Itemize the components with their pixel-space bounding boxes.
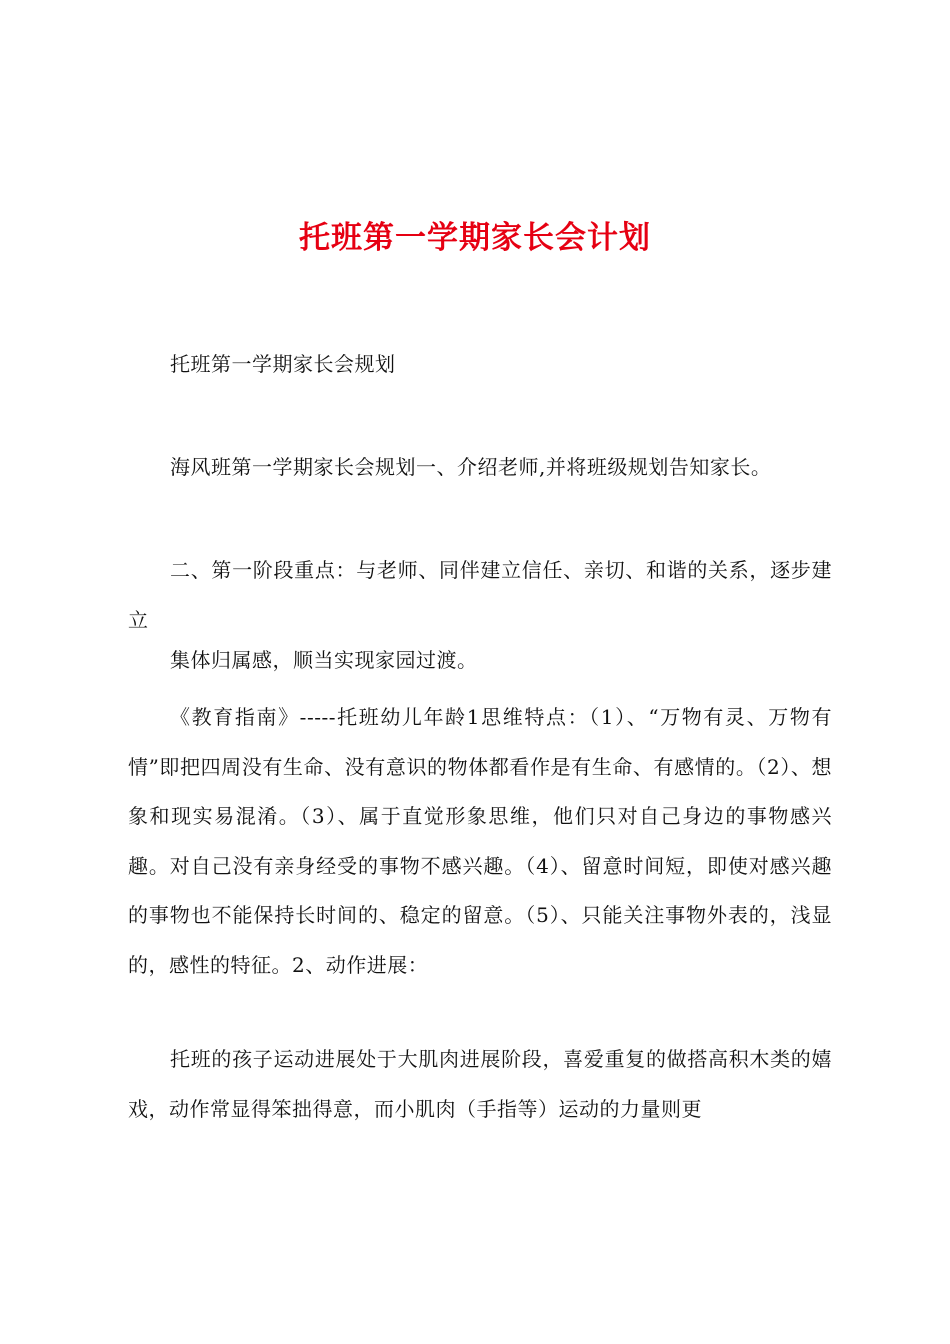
paragraph-intro: 海风班第一学期家长会规划一、介绍老师,并将班级规划告知家长。 — [170, 455, 772, 479]
document-title: 托班第一学期家长会计划 — [299, 220, 651, 256]
paragraph-transition: 集体归属感，顺当实现家园过渡。 — [170, 648, 478, 672]
paragraph-subtitle: 托班第一学期家长会规划 — [170, 352, 396, 376]
paragraph-guide: 《教育指南》-----托班幼儿年龄1思维特点：（1）、“万物有灵、万物有情”即把四周没有生命、没有意识的物体都看作是有生命、有感情的。（2）、想象和现实易混淆。（3）、属于直觉形象思维，他们只对自己身边的事物感兴趣。对自己没有亲身经受的事物不感兴趣。（4）、留意时间短，即使对感兴趣的事物也不能保持长时间的、稳定的留意。（5）、只能关注事物外表的，浅显的，感性的特征。2、动作进展： — [128, 705, 832, 977]
paragraph-motor: 托班的孩子运动进展处于大肌肉进展阶段，喜爱重复的做搭高积木类的嬉戏，动作常显得笨拙得意，而小肌肉（手指等）运动的力量则更 — [128, 1047, 832, 1121]
paragraph-stage-one: 二、第一阶段重点：与老师、同伴建立信任、亲切、和谐的关系，逐步建立 — [128, 558, 832, 632]
